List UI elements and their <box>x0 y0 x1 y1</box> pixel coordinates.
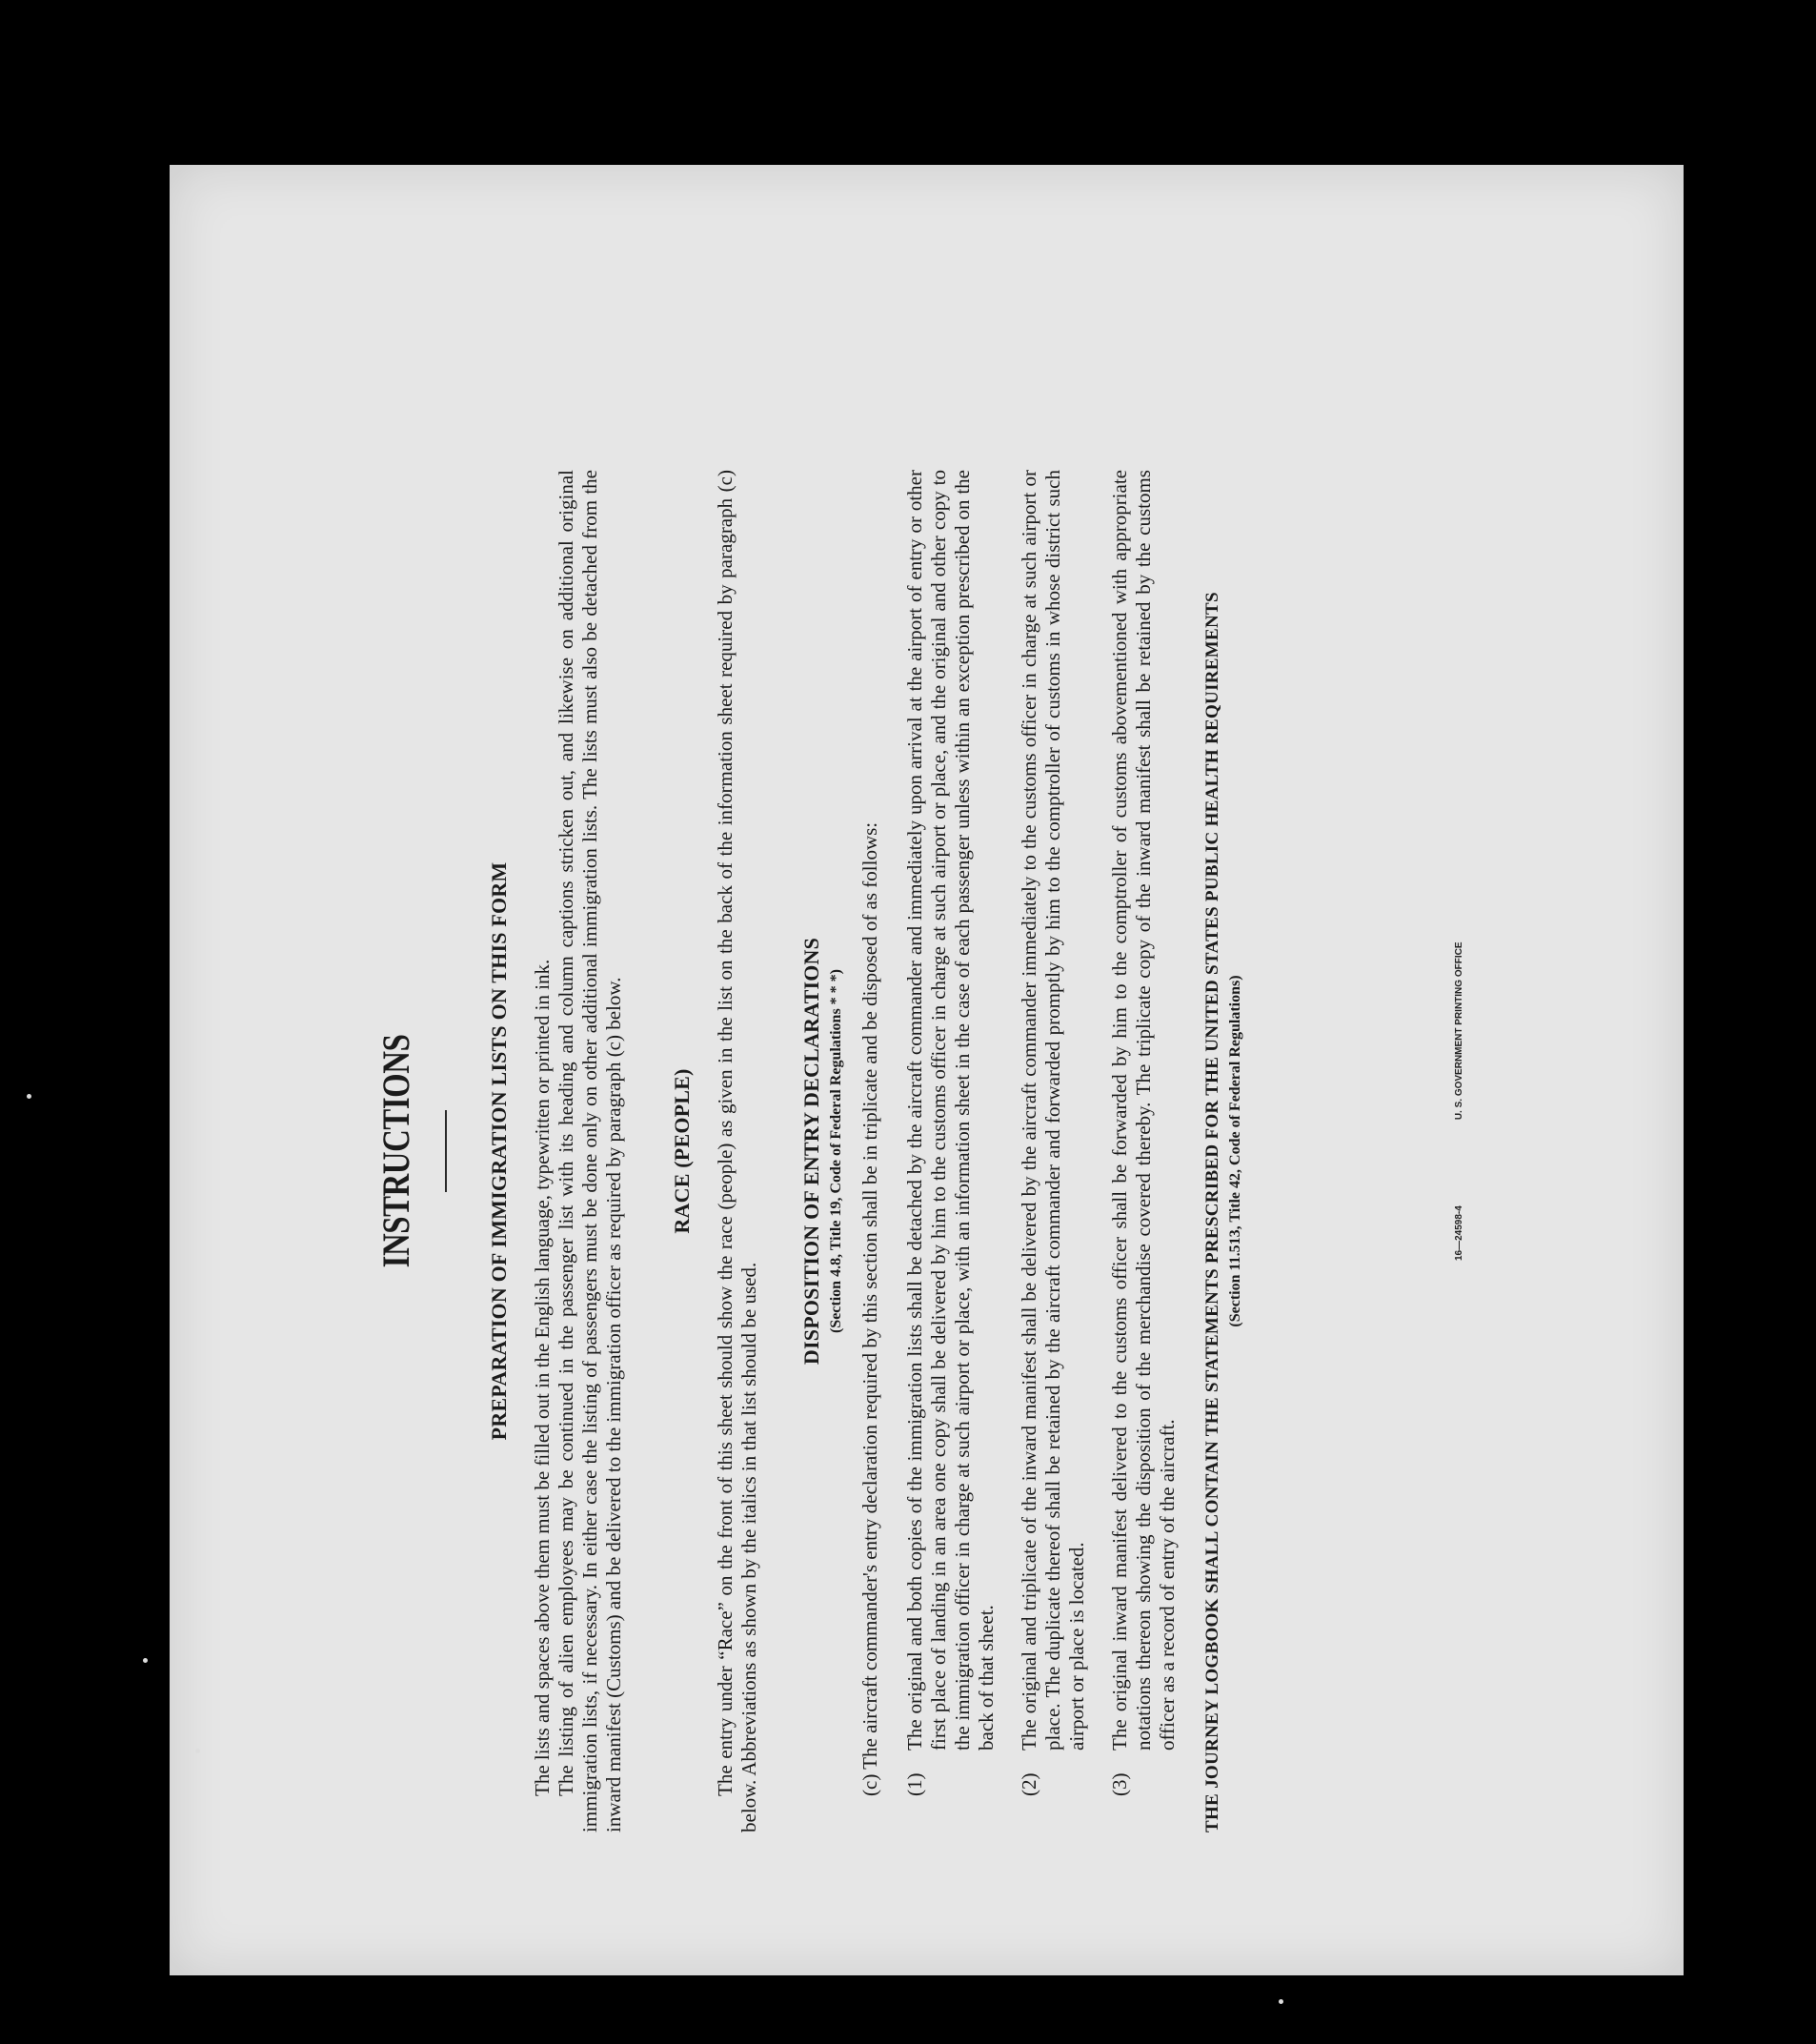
document-page <box>170 165 1684 1975</box>
list-item <box>1018 470 1089 1796</box>
logbook-citation: (Section 11.513, Title 42, Code of Federal Regulations) <box>1227 975 1243 1327</box>
scan-speck <box>1279 1999 1283 2004</box>
list-item-text: The original and both copies of the immigration lists shall be detached by the aircraft commander and immediately upon arrival at the airport of entry or other first place of landing in an area one copy shall be delivered by him to the customs officer in charge at such airport or place, and the original and other copy to the immigration officer in charge at such airport or place, with an information sheet in the case of each passenger unless within an exception prescribed on the back of that sheet. <box>903 470 998 1751</box>
title-block <box>374 470 447 1832</box>
race-paragraph: The entry under “Race” on the front of this sheet should show the race (people) as given in the list on the back of the information sheet required by paragraph (c) below. Abbreviations as shown by the italics in that list should be used. <box>714 470 760 1832</box>
preparation-paragraph-2: The listing of alien employees may be continued in the passenger list with its heading and column captions stricken out, and likewise on additional original immigration lists, if necessary. In either case the listing of passengers must be done only on other additional immigration lists. The lists must also be detached from the inward manifest (Customs) and be delivered to the immigration officer as required by paragraph (c) below. <box>555 470 625 1832</box>
title-divider <box>445 1110 447 1192</box>
form-number: 16—24598-4 <box>1454 1205 1464 1261</box>
section-heading-preparation: PREPARATION OF IMMIGRATION LISTS ON THIS FORM <box>487 861 511 1441</box>
list-item <box>1108 470 1180 1796</box>
disposition-citation: (Section 4.8, Title 19, Code of Federal Regulations * * *) <box>828 968 844 1334</box>
disposition-intro: (c) The aircraft commander's entry declaration required by this section shall be in triplicate and be disposed of as follows: <box>858 821 881 1796</box>
preparation-paragraph-1: The lists and spaces above them must be filled out in the English language, typewritten or printed in ink. <box>531 959 554 1796</box>
scan-speck <box>143 1658 148 1663</box>
print-footer <box>1454 941 1464 1261</box>
list-item-number: (2) <box>1018 1772 1040 1796</box>
section-heading-disposition: DISPOSITION OF ENTRY DECLARATIONS <box>799 937 823 1366</box>
list-item-number: (1) <box>903 1772 926 1796</box>
rotated-content <box>170 165 1684 1975</box>
spacer <box>761 470 799 1832</box>
logbook-statement: THE JOURNEY LOGBOOK SHALL CONTAIN THE STATEMENTS PRESCRIBED FOR THE UNITED STATES PUBLIC HEALTH REQUIREMENTS <box>1202 592 1222 1832</box>
list-item-text: The original inward manifest delivered to the customs officer shall be forwarded by him to the comptroller of customs abovementioned with appropriate notations thereon showing the disposition of the merchandise covered thereby. The triplicate copy of the inward manifest shall be retained by the customs officer as a record of entry of the aircraft. <box>1108 470 1179 1751</box>
list-item-number: (3) <box>1108 1772 1131 1796</box>
spacer <box>626 470 670 1832</box>
scan-speck <box>195 1749 200 1753</box>
instructions-body <box>374 470 1258 1832</box>
disposition-list <box>903 470 1180 1832</box>
list-item-text: The original and triplicate of the inward manifest shall be delivered by the aircraft commander immediately to the customs officer in charge at such airport or place. The duplicate thereof shall be retained by the aircraft commander and forwarded promptly by him to the comptroller of customs in whose district such airport or place is located. <box>1018 470 1088 1751</box>
document-title: INSTRUCTIONS <box>374 1034 417 1268</box>
printer-credit: U. S. GOVERNMENT PRINTING OFFICE <box>1454 941 1464 1121</box>
scan-speck <box>27 1094 31 1099</box>
list-item <box>903 470 999 1796</box>
section-heading-race: RACE (PEOPLE) <box>670 1068 694 1234</box>
